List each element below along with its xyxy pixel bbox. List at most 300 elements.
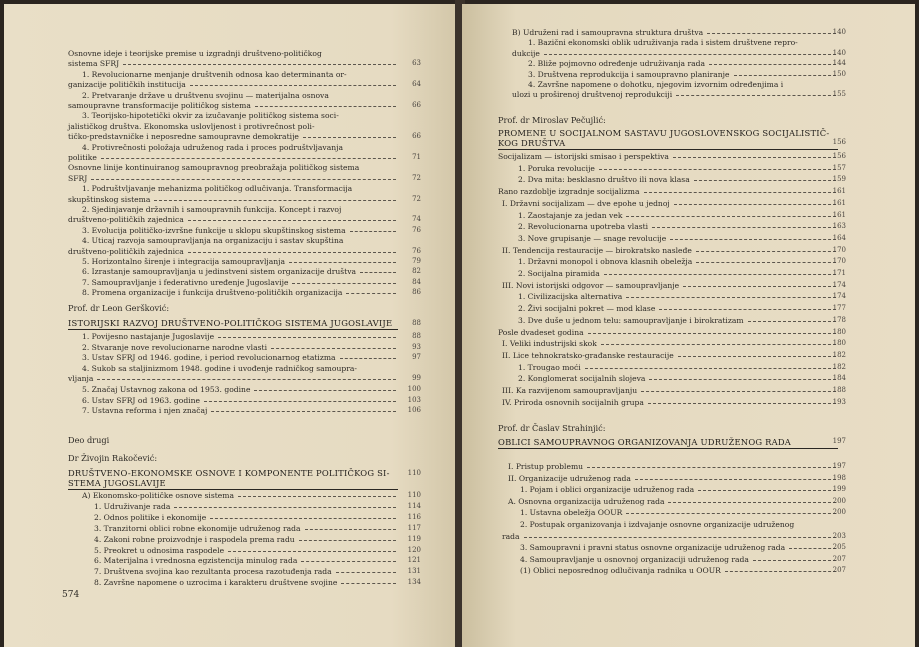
page-number: 74 bbox=[412, 215, 421, 224]
leader-dots bbox=[707, 33, 836, 34]
toc-entry bbox=[82, 257, 398, 266]
page-number: 103 bbox=[407, 395, 421, 404]
toc-entry bbox=[82, 143, 398, 152]
page-number: 156 bbox=[832, 152, 846, 160]
leader-dots bbox=[641, 391, 836, 392]
page-number: 121 bbox=[407, 556, 421, 565]
page-number: 197 bbox=[832, 462, 846, 470]
leader-dots bbox=[211, 411, 396, 412]
toc-entry bbox=[502, 532, 838, 541]
page-number: 93 bbox=[412, 342, 421, 351]
toc-entry-text: 2. Živi socijalni pokret — mod klase bbox=[518, 304, 656, 314]
section-heading-osnove: DRUŠTVENO-EKONOMSKE OSNOVE I KOMPONENTE POLITIČKOG SI- bbox=[68, 468, 390, 478]
page-number: 161 bbox=[832, 198, 846, 207]
toc-entry bbox=[518, 257, 838, 266]
toc-entry bbox=[68, 163, 398, 172]
toc-entry bbox=[94, 502, 398, 511]
toc-entry bbox=[512, 28, 838, 37]
toc-entry-text: Osnovne linije kontinuiranog samoupravnog preobražaja političkog sistema bbox=[68, 163, 360, 173]
page-number: 184 bbox=[832, 374, 846, 383]
toc-entry-text: IV. Priroda osnovnih socijalnih grupa bbox=[502, 397, 644, 407]
toc-entry-text: ganizacije političkih institucija bbox=[68, 80, 186, 90]
leader-dots bbox=[350, 231, 396, 232]
page-number: 156 bbox=[832, 138, 846, 146]
leader-dots bbox=[123, 64, 396, 65]
toc-entry bbox=[68, 174, 398, 183]
leader-dots bbox=[626, 513, 836, 514]
page-number: 120 bbox=[407, 545, 421, 554]
leader-dots bbox=[190, 85, 396, 86]
leader-dots bbox=[101, 158, 396, 159]
toc-entry bbox=[502, 398, 838, 407]
page-number: 71 bbox=[412, 153, 421, 161]
toc-entry bbox=[518, 222, 838, 231]
toc-entry bbox=[68, 195, 398, 204]
toc-entry-text: 5. Značaj Ustavnog zakona od 1953. godine bbox=[82, 385, 251, 394]
page-number: 164 bbox=[832, 233, 846, 242]
toc-entry-text: rada bbox=[502, 531, 520, 541]
toc-entry-text: 1. Podruštvljavanje mehanizma političkog odlučivanja. Transformacija bbox=[82, 184, 353, 194]
page-number: 88 bbox=[412, 319, 421, 327]
toc-entry-text: 1. Zaostajanje za jedan vek bbox=[518, 210, 623, 220]
page-number: 200 bbox=[832, 496, 846, 505]
page-number: 207 bbox=[832, 566, 846, 575]
page-number: 144 bbox=[832, 59, 846, 68]
toc-entry bbox=[82, 406, 398, 415]
page-number: 131 bbox=[407, 567, 421, 576]
toc-entry bbox=[518, 164, 838, 173]
page-number: 203 bbox=[832, 531, 846, 540]
toc-entry bbox=[518, 211, 838, 220]
leader-dots bbox=[299, 540, 396, 541]
toc-entry bbox=[520, 566, 838, 575]
toc-entry-text: Rano razdoblje izgradnje socijalizma bbox=[498, 187, 640, 197]
page-folio: 574 bbox=[62, 590, 80, 600]
toc-entry bbox=[518, 374, 838, 383]
toc-entry-text: skupštinskog sistema bbox=[68, 194, 151, 204]
toc-entry bbox=[82, 111, 398, 120]
toc-entry bbox=[502, 339, 838, 348]
toc-entry-text: III. Novi istorijski odgovor — samoupravljanje bbox=[502, 280, 680, 290]
section-heading-promene: PROMENE U SOCIJALNOM SASTAVU JUGOSLOVENSKOG SOCIJALISTIČ- bbox=[498, 128, 830, 138]
toc-entry-text: 1. Civilizacijska alternativa bbox=[518, 292, 623, 302]
page-number: 155 bbox=[832, 90, 846, 99]
toc-entry-text: društveno-političkih zajednica bbox=[68, 215, 184, 225]
page-number: 117 bbox=[407, 523, 421, 532]
toc-entry-text: 2. Postupak organizovanja i izdvajanje osnovne organizacije udruženog bbox=[520, 520, 795, 529]
leader-dots bbox=[524, 537, 836, 538]
page-number: 86 bbox=[412, 288, 421, 297]
toc-entry-text: I. Državni socijalizam — dve epohe u jednoj bbox=[502, 198, 670, 208]
toc-entry bbox=[518, 234, 838, 243]
toc-entry-text: 1. Revolucionarne menjanje društvenih odnosa kao determinanta or- bbox=[82, 69, 347, 79]
toc-entry-text: Osnovne ideje i teorijske premise u izgradnji društveno-političkog bbox=[68, 49, 322, 58]
toc-entry bbox=[94, 567, 398, 576]
toc-entry bbox=[94, 546, 398, 555]
page-number: 188 bbox=[832, 386, 846, 394]
toc-entry bbox=[82, 278, 398, 287]
page-number: 207 bbox=[832, 554, 846, 563]
leader-dots bbox=[544, 54, 836, 55]
left-page bbox=[4, 4, 459, 647]
toc-entry bbox=[82, 91, 398, 100]
leader-dots bbox=[303, 137, 396, 138]
page-number: 205 bbox=[832, 543, 846, 552]
toc-entry bbox=[508, 474, 838, 483]
toc-entry bbox=[520, 543, 838, 552]
toc-entry bbox=[68, 59, 398, 68]
page-number: 110 bbox=[407, 491, 421, 499]
toc-entry-text: 3. Teorijsko-hipotetički okvir za izučavanje političkog sistema soci- bbox=[82, 111, 339, 121]
toc-entry bbox=[498, 152, 838, 161]
page-number: 119 bbox=[407, 534, 421, 543]
leader-dots bbox=[648, 403, 836, 404]
leader-dots bbox=[676, 95, 836, 96]
page-number: 64 bbox=[412, 80, 421, 89]
page-number: 171 bbox=[832, 269, 846, 277]
toc-entry-text: 1. Državni monopol i obnova klasnih obeležja bbox=[518, 257, 693, 267]
toc-entry bbox=[520, 520, 838, 529]
toc-entry-text: 2. Odnos politike i ekonomije bbox=[94, 512, 207, 522]
leader-dots bbox=[698, 490, 836, 491]
leader-dots bbox=[360, 272, 396, 273]
toc-entry-text: SFRJ bbox=[68, 173, 88, 183]
leader-dots bbox=[336, 572, 396, 573]
toc-entry bbox=[68, 132, 398, 141]
page-number: 88 bbox=[412, 332, 421, 340]
leader-dots bbox=[601, 344, 836, 345]
toc-entry-text: 2. Konglomerat socijalnih slojeva bbox=[518, 374, 646, 384]
page-number: 200 bbox=[832, 508, 846, 517]
toc-entry bbox=[94, 524, 398, 533]
leader-dots bbox=[604, 274, 836, 275]
leader-dots bbox=[174, 507, 396, 508]
toc-entry-text: 1. Trougao moći bbox=[518, 362, 581, 372]
page-number: 76 bbox=[412, 246, 421, 255]
leader-dots bbox=[254, 390, 396, 391]
leader-dots bbox=[734, 75, 837, 76]
page-number: 76 bbox=[412, 225, 421, 234]
toc-entry-text: 3. Dve duše u jednom telu: samoupravljanje i birokratizam bbox=[518, 315, 744, 325]
toc-entry bbox=[82, 396, 398, 405]
toc-entry-text: ulozi u proširenoj društvenoj reprodukciji bbox=[512, 90, 673, 100]
toc-entry bbox=[82, 226, 398, 235]
toc-entry bbox=[502, 386, 838, 395]
toc-entry-text: dukcije bbox=[512, 48, 540, 58]
toc-entry bbox=[518, 316, 838, 325]
toc-entry-text: 1. Pojam i oblici organizacije udruženog rada bbox=[520, 485, 695, 495]
toc-entry bbox=[68, 80, 398, 89]
page-number: 180 bbox=[832, 339, 846, 348]
toc-entry-text: 1. Poruka revolucije bbox=[518, 163, 595, 173]
toc-entry bbox=[502, 351, 838, 360]
page-number: 100 bbox=[407, 385, 421, 393]
leader-dots bbox=[238, 496, 396, 497]
leader-dots bbox=[696, 262, 836, 263]
leader-dots bbox=[292, 283, 396, 284]
page-number: 177 bbox=[832, 304, 846, 313]
toc-entry bbox=[82, 353, 398, 362]
toc-entry bbox=[498, 328, 838, 337]
toc-entry bbox=[520, 555, 838, 564]
page-number: 182 bbox=[832, 350, 846, 359]
leader-dots bbox=[91, 179, 396, 180]
page-number: 66 bbox=[412, 101, 421, 109]
toc-entry bbox=[94, 535, 398, 544]
page-number: 97 bbox=[412, 353, 421, 362]
toc-entry-text: 1. Udruživanje rada bbox=[94, 501, 171, 511]
toc-entry-text: 3. Društvena reprodukcija i samoupravno planiranje bbox=[528, 69, 730, 79]
toc-entry-text: politike bbox=[68, 153, 97, 162]
toc-entry-text: 2. Sjedinjavanje državnih i samoupravnih funkcija. Koncept i razvoj bbox=[82, 205, 342, 214]
leader-dots bbox=[154, 200, 396, 201]
toc-entry-text: II. Lice tehnokratsko-građanske restauracije bbox=[502, 350, 674, 360]
toc-entry-text: 8. Završne napomene o uzrocima i karakteru društvene svojine bbox=[94, 578, 338, 588]
page-number: 140 bbox=[832, 48, 846, 57]
leader-dots bbox=[644, 192, 836, 193]
page-number: 193 bbox=[832, 397, 846, 406]
toc-entry bbox=[82, 205, 398, 214]
toc-entry-text: 2. Stvaranje nove revolucionarne narodne vlasti bbox=[82, 342, 268, 352]
toc-entry bbox=[94, 513, 398, 522]
toc-entry-text: A. Osnovna organizacija udruženog rada bbox=[508, 496, 665, 506]
toc-entry bbox=[518, 175, 838, 184]
toc-entry-text: 2. Revolucionarna upotreba vlasti bbox=[518, 222, 649, 232]
toc-entry-text: vljanja bbox=[68, 374, 94, 384]
leader-dots bbox=[271, 348, 396, 349]
leader-dots bbox=[696, 251, 836, 252]
toc-entry-text: 6. Materijalna i vrednosna egzistencija minulog rada bbox=[94, 556, 298, 566]
heading-rule bbox=[498, 149, 838, 150]
toc-entry-text: 2. Socijalna piramida bbox=[518, 269, 600, 278]
toc-entry-text: društveno-političkih zajednica bbox=[68, 246, 184, 256]
page-number: 157 bbox=[832, 163, 846, 172]
toc-entry-text: 7. Društvena svojina kao rezultanta procesa razotuđenja rada bbox=[94, 567, 332, 577]
leader-dots bbox=[674, 204, 836, 205]
section-heading-promene-cont: KOG DRUŠTVA bbox=[498, 138, 566, 148]
page-number: 66 bbox=[412, 132, 421, 141]
heading-rule bbox=[498, 448, 838, 449]
toc-entry bbox=[82, 343, 398, 352]
toc-entry-text: 1. Ustavna obeležja OOUR bbox=[520, 508, 623, 518]
leader-dots bbox=[301, 561, 396, 562]
right-page bbox=[462, 4, 915, 647]
page-number: 170 bbox=[832, 257, 846, 266]
page-number: 140 bbox=[832, 28, 846, 36]
toc-entry bbox=[518, 292, 838, 301]
leader-dots bbox=[670, 239, 836, 240]
leader-dots bbox=[668, 502, 836, 503]
toc-entry-text: 4. Uticaj razvoja samoupravljanja na organizaciju i sastav skupština bbox=[82, 236, 344, 246]
leader-dots bbox=[652, 227, 836, 228]
toc-entry bbox=[68, 122, 398, 131]
toc-entry bbox=[518, 363, 838, 372]
section-heading-istorijski: ISTORIJSKI RAZVOJ DRUŠTVENO-POLITIČKOG SISTEMA JUGOSLAVIJE bbox=[68, 318, 393, 328]
page-number: 79 bbox=[412, 257, 421, 265]
toc-entry-text: 5. Preokret u odnosima raspodele bbox=[94, 545, 225, 555]
heading-rule bbox=[68, 489, 398, 490]
toc-entry-text: 1. Povijesno nastajanje Jugoslavije bbox=[82, 332, 215, 341]
toc-entry-text: 6. Izrastanje samoupravljanja u jedinstveni sistem organizacije društva bbox=[82, 267, 357, 277]
toc-entry-text: sistema SFRJ bbox=[68, 59, 120, 69]
toc-entry-text: Socijalizam — istorijski smisao i perspektiva bbox=[498, 152, 669, 161]
page-number: 197 bbox=[832, 437, 846, 445]
page-number: 174 bbox=[832, 292, 846, 301]
toc-entry bbox=[68, 215, 398, 224]
leader-dots bbox=[635, 479, 836, 480]
toc-entry-text: 4. Protivrečnosti položaja udruženog rada i proces podruštvljavanja bbox=[82, 142, 344, 152]
page-number: 110 bbox=[407, 469, 421, 477]
author-strahinjic: Prof. dr Časlav Strahinjić: bbox=[498, 423, 606, 433]
page-number: 163 bbox=[832, 222, 846, 231]
toc-entry-text: A) Ekonomsko-političke osnove sistema bbox=[82, 491, 235, 500]
toc-entry-text: jalističkog društva. Ekonomska uslovljenost i protivrečnost poli- bbox=[68, 121, 315, 131]
leader-dots bbox=[748, 321, 836, 322]
toc-entry-text: 4. Završne napomene o dohotku, njegovim izvornim određenjima i bbox=[528, 80, 784, 89]
toc-entry bbox=[508, 497, 838, 506]
page-number: 180 bbox=[832, 327, 846, 336]
toc-entry-text: I. Pristup problemu bbox=[508, 462, 584, 471]
toc-entry-text: II. Tendencija restauracije — birokratsko nasleđe bbox=[502, 245, 692, 255]
page-number: 170 bbox=[832, 245, 846, 254]
page-number: 84 bbox=[412, 277, 421, 286]
toc-entry bbox=[512, 49, 838, 58]
toc-entry-text: 5. Horizontalno širenje i integracija samoupravljanja bbox=[82, 257, 286, 266]
toc-entry bbox=[68, 153, 398, 162]
toc-entry bbox=[528, 59, 838, 68]
toc-entry bbox=[508, 462, 838, 471]
toc-entry-text: I. Veliki industrijski skok bbox=[502, 339, 597, 349]
toc-entry-text: 7. Samoupravljanje i federativno uređenje Jugoslavije bbox=[82, 277, 289, 287]
toc-entry-text: 3. Ustav SFRJ od 1946. godine, i period revolucionarnog etatizma bbox=[82, 353, 336, 363]
leader-dots bbox=[255, 106, 396, 107]
leader-dots bbox=[694, 180, 836, 181]
page-number: 178 bbox=[832, 315, 846, 324]
toc-entry bbox=[68, 374, 398, 383]
toc-entry bbox=[502, 199, 838, 208]
toc-entry bbox=[68, 247, 398, 256]
toc-entry-text: 3. Tranzitorni oblici robne ekonomije udruženog rada bbox=[94, 523, 301, 533]
leader-dots bbox=[188, 220, 396, 221]
toc-entry-text: III. Ka razvijenom samoupravljanju bbox=[502, 386, 638, 395]
toc-entry-text: 6. Ustav SFRJ od 1963. godine bbox=[82, 395, 200, 405]
leader-dots bbox=[341, 583, 396, 584]
page-number: 82 bbox=[412, 267, 421, 276]
leader-dots bbox=[218, 337, 396, 338]
leader-dots bbox=[210, 518, 396, 519]
toc-entry bbox=[94, 556, 398, 565]
leader-dots bbox=[346, 293, 396, 294]
toc-entry bbox=[82, 491, 398, 500]
toc-entry-text: 4. Samoupravljanje u osnovnoj organizaciji udruženog rada bbox=[520, 554, 749, 564]
leader-dots bbox=[340, 358, 396, 359]
toc-entry bbox=[82, 332, 398, 341]
page-number: 198 bbox=[832, 473, 846, 482]
toc-entry bbox=[520, 508, 838, 517]
page-number: 150 bbox=[832, 69, 846, 78]
leader-dots bbox=[588, 333, 836, 334]
page-number: 161 bbox=[832, 210, 846, 219]
page-number: 63 bbox=[412, 59, 421, 68]
leader-dots bbox=[673, 157, 836, 158]
toc-entry-text: 1. Bazični ekonomski oblik udruživanja rada i sistem društvene repro- bbox=[528, 38, 798, 48]
page-number: 106 bbox=[407, 406, 421, 415]
leader-dots bbox=[683, 286, 836, 287]
leader-dots bbox=[626, 297, 836, 298]
toc-entry bbox=[82, 364, 398, 373]
toc-entry-text: (1) Oblici neposrednog odlučivanja radnika u OOUR bbox=[520, 566, 721, 576]
toc-entry bbox=[518, 304, 838, 313]
toc-entry bbox=[520, 485, 838, 494]
page-number: 174 bbox=[832, 280, 846, 289]
section-heading-osnove-cont: STEMA JUGOSLAVIJE bbox=[68, 478, 166, 488]
toc-entry-text: Posle dvadeset godina bbox=[498, 327, 584, 337]
section-heading-oblici: OBLICI SAMOUPRAVNOG ORGANIZOVANJA UDRUŽENOG RADA bbox=[498, 437, 792, 447]
toc-entry-text: 2. Pretvaranje države u društvenu svojinu — materijalna osnova bbox=[82, 90, 329, 100]
toc-entry bbox=[502, 281, 838, 290]
toc-entry bbox=[82, 236, 398, 245]
toc-entry bbox=[528, 80, 838, 89]
toc-entry bbox=[512, 90, 838, 99]
leader-dots bbox=[626, 216, 836, 217]
leader-dots bbox=[709, 64, 836, 65]
toc-entry-text: 3. Samoupravni i pravni status osnovne organizacije udruženog rada bbox=[520, 543, 786, 553]
leader-dots bbox=[228, 551, 396, 552]
page-number: 199 bbox=[832, 485, 846, 494]
page-number: 116 bbox=[407, 512, 421, 521]
leader-dots bbox=[659, 309, 836, 310]
leader-dots bbox=[678, 356, 836, 357]
toc-entry-text: 2. Dva mita: besklasno društvo ili nova klasa bbox=[518, 175, 690, 185]
page-number: 159 bbox=[832, 175, 846, 184]
toc-entry-text: 2. Bliže pojmovno određenje udruživanja rada bbox=[528, 59, 706, 69]
toc-entry bbox=[518, 269, 838, 278]
page-number: 72 bbox=[412, 173, 421, 182]
leader-dots bbox=[188, 252, 396, 253]
toc-entry-text: 8. Promena organizacije i funkcija društveno-političkih organizacija bbox=[82, 288, 343, 298]
leader-dots bbox=[725, 571, 836, 572]
toc-entry bbox=[528, 70, 838, 79]
leader-dots bbox=[204, 401, 396, 402]
toc-entry bbox=[68, 49, 398, 58]
page-number: 161 bbox=[832, 187, 846, 196]
toc-entry-text: 3. Evolucija političko-izvršne funkcije u sklopu skupštinskog sistema bbox=[82, 225, 346, 235]
heading-rule bbox=[68, 329, 398, 330]
leader-dots bbox=[97, 379, 396, 380]
leader-dots bbox=[289, 262, 396, 263]
author-pecujlic: Prof. dr Miroslav Pečujlić: bbox=[498, 115, 606, 125]
toc-entry-text: 3. Nove grupisanje — snage revolucije bbox=[518, 233, 667, 243]
toc-entry-text: B) Udruženi rad i samoupravna struktura društva bbox=[512, 28, 704, 37]
toc-entry bbox=[68, 101, 398, 110]
leader-dots bbox=[649, 379, 836, 380]
page-number: 182 bbox=[832, 362, 846, 371]
leader-dots bbox=[585, 368, 836, 369]
page-number: 134 bbox=[407, 578, 421, 587]
toc-entry-text: tičko-predstavničke i neposredne samoupravne demokratije bbox=[68, 132, 299, 142]
toc-entry bbox=[82, 184, 398, 193]
toc-entry bbox=[82, 288, 398, 297]
toc-entry bbox=[82, 267, 398, 276]
leader-dots bbox=[305, 529, 396, 530]
toc-entry-text: 4. Sukob sa staljinizmom 1948. godine i uvođenje radničkog samoupra- bbox=[82, 363, 357, 373]
page-number: 99 bbox=[412, 374, 421, 383]
toc-entry bbox=[498, 187, 838, 196]
toc-entry bbox=[528, 38, 838, 47]
page-number: 114 bbox=[407, 501, 421, 510]
leader-dots bbox=[587, 467, 836, 468]
toc-entry-text: 7. Ustavna reforma i njen značaj bbox=[82, 406, 208, 416]
